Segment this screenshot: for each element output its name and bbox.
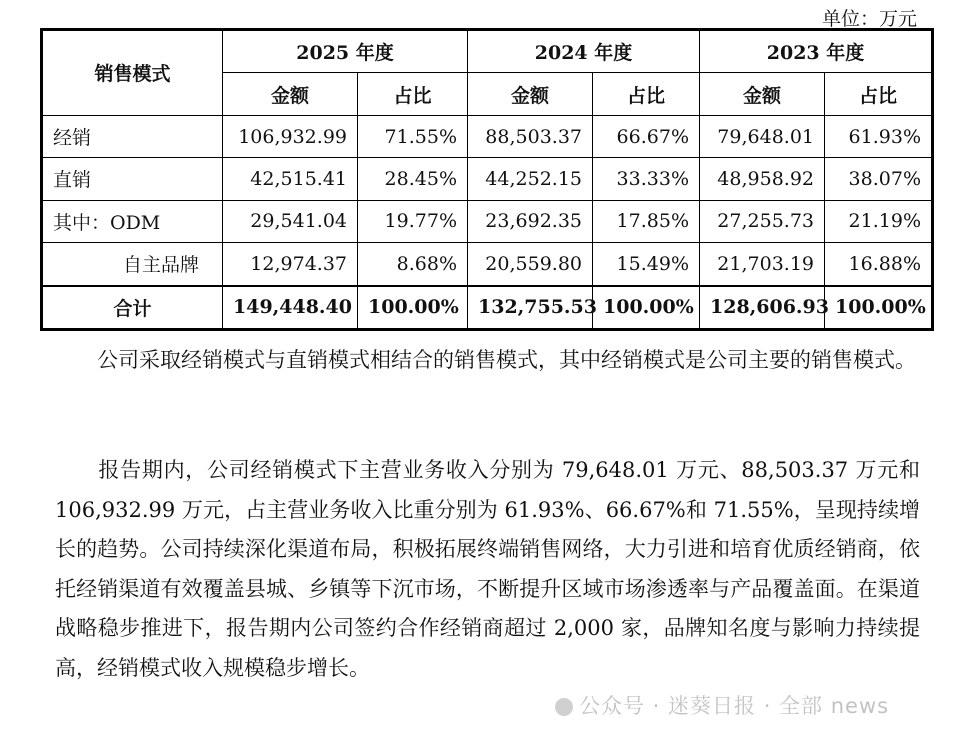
body-paragraph: 报告期内，公司经销模式下主营业务收入分别为 79,648.01 万元、88,503.37 万元和 106,932.99 万元，占主营业务收入比重分别为 61.93%、66.67%和 71.55%，呈现持续增长的趋势。公司持续深化渠道布局，积极拓展终端销售网络，大力引进和培育优质经销商，依托经销渠道有效覆盖县城、乡镇等下沉市场，不断提升区域市场渗透率与产品覆盖面。在渠道战略稳步推进下，报告期内公司签约合作经销商超过 2,000 家，品牌知名度与影响力持续提高，经销模式收入规模稳步增长。 xyxy=(55,458,920,680)
cell-value: 15.49% xyxy=(593,243,700,286)
cell-value: 8.68% xyxy=(358,243,468,286)
table-row xyxy=(42,115,933,157)
cell-value: 71.55% xyxy=(358,115,468,157)
total-value: 132,755.53 xyxy=(468,286,593,330)
watermark-text: 公众号 · 迷葵日报 · 全部 news xyxy=(579,694,890,718)
total-value: 128,606.93 xyxy=(700,286,825,330)
cell-value: 16.88% xyxy=(825,243,933,286)
cell-value: 66.67% xyxy=(593,115,700,157)
cell-value: 42,515.41 xyxy=(223,158,358,200)
watermark xyxy=(555,690,889,720)
sales-mode-table xyxy=(40,28,934,331)
table-total-row xyxy=(42,286,933,330)
subheader-ratio: 占比 xyxy=(825,73,933,115)
total-label: 合计 xyxy=(42,286,223,330)
body-paragraph: 公司采取经销模式与直销模式相结合的销售模式，其中经销模式是公司主要的销售模式。 xyxy=(55,348,916,372)
row-label: 经销 xyxy=(42,115,223,157)
header-sales-mode: 销售模式 xyxy=(42,30,223,116)
total-value: 100.00% xyxy=(358,286,468,330)
cell-value: 19.77% xyxy=(358,200,468,242)
row-label: 其中：ODM xyxy=(42,200,223,242)
row-label: 直销 xyxy=(42,158,223,200)
subheader-amount: 金额 xyxy=(468,73,593,115)
table-header-row xyxy=(42,30,933,73)
cell-value: 88,503.37 xyxy=(468,115,593,157)
cell-value: 106,932.99 xyxy=(223,115,358,157)
subheader-ratio: 占比 xyxy=(358,73,468,115)
cell-value: 12,974.37 xyxy=(223,243,358,286)
total-value: 100.00% xyxy=(593,286,700,330)
cell-value: 20,559.80 xyxy=(468,243,593,286)
total-value: 100.00% xyxy=(825,286,933,330)
cell-value: 23,692.35 xyxy=(468,200,593,242)
total-value: 149,448.40 xyxy=(223,286,358,330)
header-year-2023: 2023 年度 xyxy=(700,30,933,73)
table-row xyxy=(42,158,933,200)
cell-value: 28.45% xyxy=(358,158,468,200)
cell-value: 61.93% xyxy=(825,115,933,157)
subheader-ratio: 占比 xyxy=(593,73,700,115)
cell-value: 48,958.92 xyxy=(700,158,825,200)
cell-value: 21.19% xyxy=(825,200,933,242)
cell-value: 29,541.04 xyxy=(223,200,358,242)
subheader-amount: 金额 xyxy=(700,73,825,115)
row-label: 自主品牌 xyxy=(42,243,223,286)
cell-value: 17.85% xyxy=(593,200,700,242)
cell-value: 27,255.73 xyxy=(700,200,825,242)
cell-value: 38.07% xyxy=(825,158,933,200)
cell-value: 79,648.01 xyxy=(700,115,825,157)
cell-value: 33.33% xyxy=(593,158,700,200)
header-year-2024: 2024 年度 xyxy=(468,30,700,73)
subheader-amount: 金额 xyxy=(223,73,358,115)
table-row xyxy=(42,243,933,286)
header-year-2025: 2025 年度 xyxy=(223,30,468,73)
wechat-icon xyxy=(555,698,573,716)
unit-label: 单位：万元 xyxy=(821,8,917,30)
cell-value: 21,703.19 xyxy=(700,243,825,286)
table-row xyxy=(42,200,933,242)
cell-value: 44,252.15 xyxy=(468,158,593,200)
